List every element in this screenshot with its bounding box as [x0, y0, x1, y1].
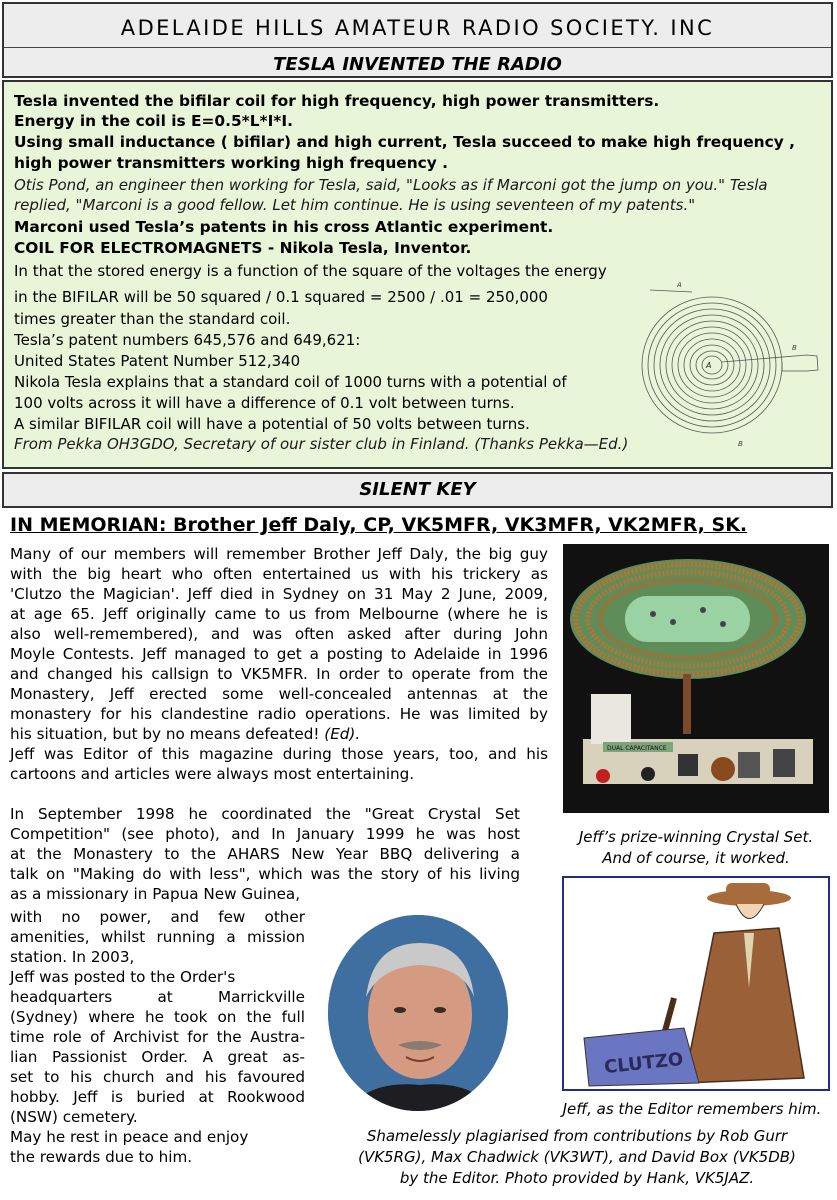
clutzo-suitcase-text: CLUTZO — [603, 1048, 685, 1079]
para-3-line: with no power, and few other — [10, 908, 305, 926]
para-1-line: with the big heart who often entertained us with his trickery as — [10, 565, 548, 583]
tesla-body-7: 100 volts across it will have a difference of 0.1 volt between turns. — [14, 394, 515, 412]
tesla-quote-1: Otis Pond, an engineer then working for Tesla, said, "Looks as if Marconi got the jump on you." Tesla — [14, 176, 768, 194]
tesla-quote-2: replied, "Marconi is a good fellow. Let him continue. He is using seventeen of my patents." — [14, 196, 696, 214]
tesla-line-4: high power transmitters working high frequency . — [14, 154, 449, 172]
portrait-illustration — [328, 915, 508, 1111]
clutzo-cartoon — [562, 876, 830, 1091]
crystal-caption-line: Jeff’s prize-winning Crystal Set. — [578, 828, 814, 846]
para-3-line: amenities, whilst running a mission — [10, 928, 305, 946]
tesla-body-8: A similar BIFILAR coil will have a potential of 50 volts between turns. — [14, 415, 530, 433]
page-title: TESLA INVENTED THE RADIO — [273, 54, 562, 75]
credit-line: by the Editor. Photo provided by Hank, VK5JAZ. — [399, 1169, 755, 1187]
masthead — [2, 2, 833, 78]
para-3-line: set to his church and his favoured — [10, 1068, 305, 1086]
para-2-line: cartoons and articles were always most entertaining. — [10, 765, 415, 783]
memorial-para-3a — [10, 804, 520, 904]
para-1-line: Many of our members will remember Brother Jeff Daly, the big guy — [10, 545, 548, 563]
para-1-line: Moyle Contests. Jeff managed to get a posting to Adelaide in 1996 — [10, 645, 548, 663]
para-3-line: May he rest in peace and enjoy — [10, 1128, 249, 1146]
para-3-line: Competition" (see photo), and In January 1999 he was host — [10, 825, 520, 843]
para-1-line: 'Clutzo the Magician'. Jeff died in Sydney on 31 May 2 June, 2009, — [10, 585, 548, 603]
tesla-body-4: Tesla’s patent numbers 645,576 and 649,621: — [14, 331, 361, 349]
diagram-label-a-top: A — [677, 281, 682, 289]
para-1-line: also well-remembered), and was often asked after during John — [10, 625, 548, 643]
para-3-line: hobby. Jeff is buried at Rookwood — [10, 1088, 305, 1106]
tesla-body-2: in the BIFILAR will be 50 squared / 0.1 squared = 2500 / .01 = 250,000 — [14, 288, 548, 306]
crystal-caption-line: And of course, it worked. — [602, 849, 790, 867]
credit-line: (VK5RG), Max Chadwick (VK3WT), and David Box (VK5DB) — [358, 1148, 796, 1166]
tesla-article — [2, 80, 833, 469]
para-3-line: station. In 2003, — [10, 948, 135, 966]
credit-line: Shamelessly plagiarised from contributions by Rob Gurr — [366, 1127, 788, 1145]
tesla-body-5: United States Patent Number 512,340 — [14, 352, 301, 370]
tesla-line-1: Tesla invented the bifilar coil for high frequency, high power transmitters. — [14, 92, 660, 110]
para-1-line: Monastery, Jeff erected some well-concealed antennas at the — [10, 685, 548, 703]
cartoon-caption: Jeff, as the Editor remembers him. — [562, 1100, 822, 1118]
tesla-body-1: In that the stored energy is a function of the square of the voltages the energy — [14, 262, 607, 280]
para-1-line: and changed his callsign to VK5MFR. In order to operate from the — [10, 665, 548, 683]
memorial-para-1 — [10, 544, 548, 784]
para-3-line: (Sydney) where he took on the full — [10, 1008, 305, 1026]
jeff-portrait — [328, 915, 508, 1111]
para-1-last-line — [10, 724, 548, 744]
tesla-line-5: Marconi used Tesla’s patents in his cross Atlantic experiment. — [14, 218, 554, 236]
para-1-line: at age 65. Jeff originally came to us from Melbourne (where he is — [10, 605, 548, 623]
crystal-set-illustration — [563, 544, 829, 813]
ed-note: (Ed). — [324, 725, 361, 743]
tesla-line-2: Energy in the coil is E=0.5*L*I*I. — [14, 112, 293, 130]
para-3-line: as a missionary in Papua New Guinea, — [10, 885, 301, 903]
para-2-line: Jeff was Editor of this magazine during those years, too, and his — [10, 745, 548, 763]
para-3-line: time role of Archivist for the Austra- — [10, 1028, 305, 1046]
memorial-credits — [318, 1126, 836, 1189]
para-3-line: In September 1998 he coordinated the "Great Crystal Set — [10, 805, 520, 823]
tesla-credit: From Pekka OH3GDO, Secretary of our sister club in Finland. (Thanks Pekka—Ed.) — [14, 435, 629, 453]
memorial-title: IN MEMORIAN: Brother Jeff Daly, CP, VK5MFR, VK3MFR, VK2MFR, SK. — [10, 514, 748, 536]
para-3-line: talk on "Making do with less", which was the story of his living — [10, 865, 520, 883]
diagram-label-b-bottom: B — [738, 440, 743, 448]
para-3-line: Jeff was posted to the Order's — [10, 968, 236, 986]
para-3-line: headquarters at Marrickville — [10, 988, 305, 1006]
bifilar-coil-diagram — [632, 270, 832, 452]
header-divider — [4, 47, 831, 48]
society-name: ADELAIDE HILLS AMATEUR RADIO SOCIETY. INC — [120, 16, 715, 40]
dual-capacitance-label: DUAL CAPACITANCE — [607, 745, 667, 752]
tesla-body-6: Nikola Tesla explains that a standard coil of 1000 turns with a potential of — [14, 373, 567, 391]
cartoon-illustration — [564, 878, 828, 1089]
para-3-line: at the Monastery to the AHARS New Year BBQ delivering a — [10, 845, 520, 863]
tesla-line-3: Using small inductance ( bifilar) and high current, Tesla succeed to make high frequency , — [14, 133, 795, 151]
diagram-label-a-center: A — [706, 361, 712, 370]
para-1-end: his situation, but by no means defeated! — [10, 725, 325, 743]
tesla-body-3: times greater than the standard coil. — [14, 310, 291, 328]
silent-key-header: SILENT KEY — [2, 472, 833, 508]
diagram-label-b-right: B — [792, 344, 797, 352]
crystal-set-photo — [563, 544, 829, 813]
para-3-line: lian Passionist Order. A great as- — [10, 1048, 305, 1066]
para-3-line: the rewards due to him. — [10, 1148, 193, 1166]
tesla-line-6: COIL FOR ELECTROMAGNETS - Nikola Tesla, Inventor. — [14, 239, 472, 257]
para-1-line: monastery for his clandestine radio operations. He was limited by — [10, 705, 548, 723]
crystal-set-caption — [563, 827, 829, 869]
para-3-line: (NSW) cemetery. — [10, 1108, 138, 1126]
memorial-para-3b — [10, 907, 305, 1167]
